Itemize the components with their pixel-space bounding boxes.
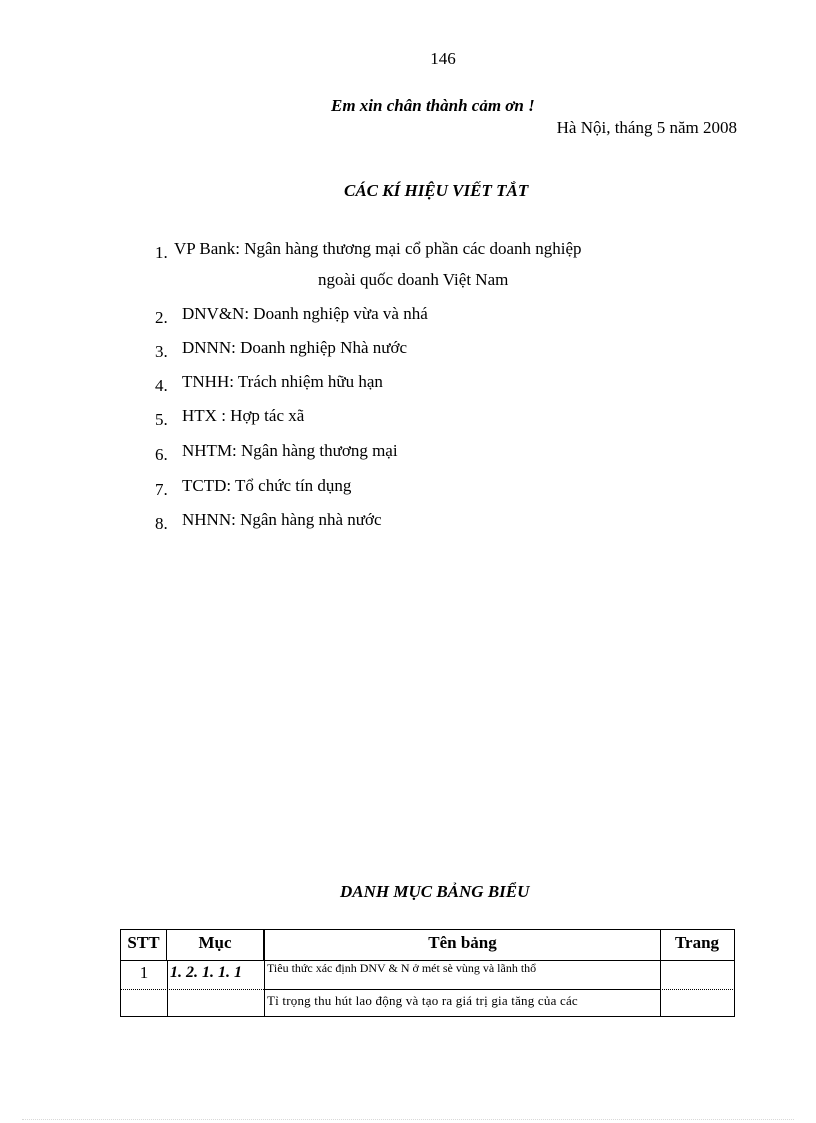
- abbreviations-title: CÁC KÍ HIỆU VIẾT TẮT: [344, 181, 529, 200]
- abbreviation-item: [155, 304, 428, 327]
- item-text: TNHH: Trách nhiệm hữu hạn: [182, 372, 383, 391]
- abbreviation-item: [155, 239, 582, 262]
- item-text: HTX : Hợp tác xã: [182, 406, 305, 425]
- table-header-muc: Mục: [167, 929, 264, 961]
- table-cell-stt: 1: [120, 960, 167, 990]
- item-number: 5.: [155, 410, 168, 429]
- table-list: [120, 929, 735, 1017]
- date-line: Hà Nội, tháng 5 năm 2008: [556, 118, 737, 137]
- page-number: 146: [430, 49, 456, 68]
- item-text: DNV&N: Doanh nghiệp vừa và nhá: [182, 304, 428, 323]
- item-text: DNNN: Doanh nghiệp Nhà nước: [182, 338, 407, 357]
- item-number: 6.: [155, 445, 168, 464]
- table-cell-ten-bang: Tỉ trọng thu hút lao động và tạo ra giá trị gia tăng của các: [264, 990, 661, 1017]
- thanks-line: Em xin chân thành cảm ơn !: [331, 96, 535, 115]
- table-cell-trang: [660, 990, 735, 1017]
- item-number: 3.: [155, 342, 168, 361]
- abbreviation-continuation: ngoài quốc doanh Việt Nam: [318, 270, 509, 289]
- abbreviation-item: [155, 441, 398, 464]
- table-cell-ten-bang: Tiêu thức xác định DNV & N ở mét sè vùng và lãnh thổ: [264, 960, 661, 990]
- item-number: 1.: [155, 243, 168, 262]
- table-cell-muc: [167, 990, 264, 1017]
- item-text: NHTM: Ngân hàng thương mại: [182, 441, 398, 460]
- item-number: 7.: [155, 480, 168, 499]
- item-number: 2.: [155, 308, 168, 327]
- item-text: TCTD: Tổ chức tín dụng: [182, 476, 352, 495]
- table-cell-muc: 1. 2. 1. 1. 1: [167, 960, 264, 990]
- table-cell-stt: [120, 990, 167, 1017]
- footer-rule: [22, 1119, 794, 1120]
- abbreviation-item: [155, 476, 352, 499]
- table-cell-trang: [660, 960, 735, 990]
- table-header-stt: STT: [120, 929, 167, 961]
- item-number: 8.: [155, 514, 168, 533]
- table-header-trang: Trang: [660, 929, 735, 961]
- item-text: VP Bank: Ngân hàng thương mại cổ phần các doanh nghiệp: [174, 239, 582, 258]
- table-list-title: DANH MỤC BẢNG BIỂU: [340, 882, 530, 901]
- item-text: NHNN: Ngân hàng nhà nước: [182, 510, 382, 529]
- table-header-ten-bang: Tên bảng: [264, 929, 661, 961]
- abbreviation-item: [155, 510, 382, 533]
- abbreviation-item: [155, 372, 383, 395]
- item-number: 4.: [155, 376, 168, 395]
- abbreviation-item: [155, 406, 305, 429]
- abbreviation-item: [155, 338, 407, 361]
